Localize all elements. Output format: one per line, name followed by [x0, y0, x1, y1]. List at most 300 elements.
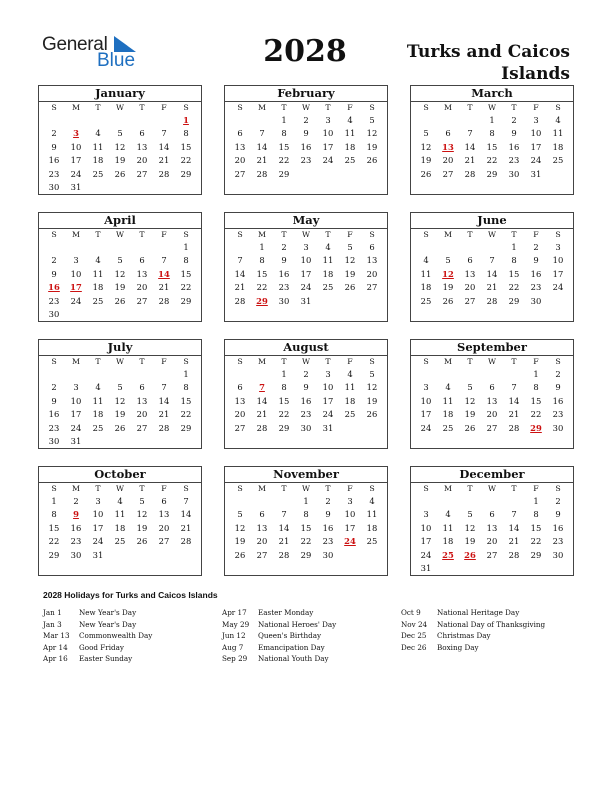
empty-day-cell: [251, 495, 273, 508]
day-cell: 9: [555, 509, 561, 520]
day-cell: 30: [508, 168, 520, 179]
day-cell: 26: [366, 409, 378, 420]
month-day-grid: [39, 483, 201, 562]
empty-day-cell: [459, 114, 481, 127]
weekday-label: S: [237, 103, 243, 112]
day-cell: 14: [486, 268, 498, 279]
weekday-label: S: [369, 230, 375, 239]
holiday-column: [401, 607, 545, 653]
holiday-day-cell: 14: [158, 268, 170, 279]
day-cell: 9: [325, 509, 331, 520]
day-cell: 25: [420, 295, 432, 306]
month-day-grid: [225, 229, 387, 308]
day-cell: 11: [92, 395, 104, 406]
weekday-label: W: [301, 103, 310, 112]
holiday-row: [222, 642, 336, 654]
day-cell: 28: [508, 549, 520, 560]
day-cell: 11: [366, 509, 378, 520]
weekday-label: W: [487, 103, 496, 112]
weekday-label: F: [161, 230, 167, 239]
day-cell: 28: [234, 295, 246, 306]
day-cell: 1: [183, 369, 189, 379]
day-cell: 2: [303, 115, 309, 125]
day-cell: 3: [347, 496, 353, 506]
day-cell: 4: [117, 496, 123, 506]
day-cell: 20: [366, 268, 378, 279]
month-september: [410, 339, 574, 449]
weekday-label: S: [237, 230, 243, 239]
day-cell: 15: [48, 522, 60, 533]
day-cell: 3: [325, 115, 331, 125]
day-cell: 20: [486, 536, 498, 547]
empty-day-cell: [437, 368, 459, 381]
holiday-date: Apr 14: [43, 642, 68, 652]
day-cell: 12: [366, 382, 378, 393]
day-cell: 24: [552, 282, 564, 293]
day-cell: 24: [70, 168, 82, 179]
weekday-label: M: [258, 230, 266, 239]
holiday-name: Good Friday: [79, 642, 124, 652]
weekday-label: T: [139, 230, 145, 239]
weekday-label: F: [347, 230, 353, 239]
holiday-name: National Heroes' Day: [258, 619, 337, 629]
day-cell: 15: [530, 522, 542, 533]
weekday-label: F: [161, 484, 167, 493]
day-cell: 4: [445, 509, 451, 520]
day-cell: 25: [114, 536, 126, 547]
weekday-label: S: [423, 230, 429, 239]
weekday-label: S: [183, 484, 189, 493]
day-cell: 29: [300, 549, 312, 560]
empty-day-cell: [229, 114, 251, 127]
empty-day-cell: [481, 241, 503, 254]
holiday-name: Boxing Day: [437, 642, 479, 652]
day-cell: 23: [322, 536, 334, 547]
day-cell: 14: [256, 395, 268, 406]
day-cell: 30: [48, 308, 60, 319]
day-cell: 13: [486, 522, 498, 533]
day-cell: 1: [281, 369, 287, 379]
day-cell: 17: [552, 268, 564, 279]
holiday-name: New Year's Day: [79, 619, 137, 629]
day-cell: 2: [73, 496, 79, 506]
empty-day-cell: [65, 368, 87, 381]
day-cell: 10: [530, 128, 542, 139]
day-cell: 10: [344, 509, 356, 520]
empty-day-cell: [481, 495, 503, 508]
day-cell: 9: [51, 141, 57, 152]
day-cell: 18: [114, 522, 126, 533]
day-cell: 20: [256, 536, 268, 547]
day-cell: 21: [256, 409, 268, 420]
day-cell: 28: [158, 295, 170, 306]
day-cell: 17: [530, 141, 542, 152]
day-cell: 1: [533, 369, 539, 379]
day-cell: 15: [278, 141, 290, 152]
day-cell: 15: [256, 268, 268, 279]
month-july: [38, 339, 202, 449]
weekday-label: M: [72, 230, 80, 239]
weekday-label: S: [237, 484, 243, 493]
weekday-label: W: [301, 484, 310, 493]
day-cell: 14: [158, 141, 170, 152]
weekday-label: S: [369, 103, 375, 112]
weekday-label: W: [115, 484, 124, 493]
holiday-day-cell: 12: [442, 268, 454, 279]
weekday-label: T: [511, 484, 517, 493]
day-cell: 27: [234, 422, 246, 433]
day-cell: 27: [442, 168, 454, 179]
day-cell: 24: [70, 295, 82, 306]
empty-day-cell: [415, 114, 437, 127]
day-cell: 27: [234, 168, 246, 179]
day-cell: 15: [300, 522, 312, 533]
day-cell: 24: [420, 549, 432, 560]
day-cell: 6: [161, 496, 167, 506]
day-cell: 22: [486, 155, 498, 166]
day-cell: 11: [92, 268, 104, 279]
weekday-label: F: [161, 103, 167, 112]
holiday-row: [222, 607, 336, 619]
day-cell: 26: [136, 536, 148, 547]
empty-day-cell: [43, 368, 65, 381]
day-cell: 30: [530, 295, 542, 306]
day-cell: 9: [51, 268, 57, 279]
holiday-name: Easter Sunday: [79, 654, 133, 664]
day-cell: 11: [442, 395, 454, 406]
day-cell: 1: [511, 242, 517, 252]
day-cell: 21: [158, 282, 170, 293]
day-cell: 4: [347, 369, 353, 379]
day-cell: 16: [552, 522, 564, 533]
empty-day-cell: [153, 114, 175, 127]
month-title: May: [225, 213, 387, 229]
year-title: 2028: [263, 34, 347, 69]
empty-day-cell: [251, 114, 273, 127]
holiday-column: [43, 607, 152, 665]
day-cell: 28: [256, 168, 268, 179]
day-cell: 30: [552, 549, 564, 560]
weekday-label: T: [95, 484, 101, 493]
day-cell: 12: [464, 395, 476, 406]
day-cell: 27: [136, 168, 148, 179]
empty-day-cell: [459, 241, 481, 254]
day-cell: 15: [180, 141, 192, 152]
day-cell: 12: [136, 509, 148, 520]
holiday-date: Jan 3: [43, 619, 62, 629]
day-cell: 28: [158, 422, 170, 433]
day-cell: 22: [180, 409, 192, 420]
weekday-label: M: [444, 230, 452, 239]
day-cell: 13: [234, 141, 246, 152]
holiday-day-cell: 29: [256, 295, 268, 306]
weekday-label: S: [423, 484, 429, 493]
day-cell: 3: [533, 115, 539, 125]
day-cell: 18: [92, 409, 104, 420]
day-cell: 23: [48, 168, 60, 179]
holiday-name: Emancipation Day: [258, 642, 325, 652]
empty-day-cell: [229, 495, 251, 508]
day-cell: 10: [420, 522, 432, 533]
day-cell: 31: [92, 549, 104, 560]
empty-day-cell: [131, 114, 153, 127]
day-cell: 13: [136, 268, 148, 279]
empty-day-cell: [65, 114, 87, 127]
day-cell: 19: [420, 155, 432, 166]
month-june: [410, 212, 574, 322]
day-cell: 13: [366, 255, 378, 266]
day-cell: 25: [552, 155, 564, 166]
day-cell: 15: [508, 268, 520, 279]
day-cell: 25: [92, 295, 104, 306]
weekday-label: T: [511, 357, 517, 366]
holiday-row: [401, 607, 545, 619]
day-cell: 10: [300, 255, 312, 266]
weekday-label: M: [72, 357, 80, 366]
day-cell: 2: [325, 496, 331, 506]
month-august: [224, 339, 388, 449]
day-cell: 3: [73, 382, 79, 393]
day-cell: 19: [114, 409, 126, 420]
day-cell: 2: [303, 369, 309, 379]
weekday-label: F: [347, 484, 353, 493]
holiday-day-cell: 16: [48, 282, 60, 293]
month-title: October: [39, 467, 201, 483]
day-cell: 18: [344, 395, 356, 406]
day-cell: 29: [48, 549, 60, 560]
day-cell: 13: [136, 141, 148, 152]
holiday-name: National Heritage Day: [437, 608, 520, 617]
month-january: [38, 85, 202, 195]
weekday-label: S: [183, 357, 189, 366]
day-cell: 21: [508, 409, 520, 420]
day-cell: 5: [139, 496, 145, 506]
day-cell: 1: [51, 496, 57, 506]
day-cell: 18: [344, 141, 356, 152]
month-title: April: [39, 213, 201, 229]
weekday-label: T: [139, 103, 145, 112]
day-cell: 4: [95, 255, 101, 266]
day-cell: 19: [114, 155, 126, 166]
day-cell: 1: [303, 496, 309, 506]
day-cell: 29: [180, 295, 192, 306]
weekday-label: T: [511, 103, 517, 112]
day-cell: 3: [303, 242, 309, 252]
holiday-day-cell: 13: [442, 141, 454, 152]
day-cell: 9: [511, 128, 517, 139]
day-cell: 22: [508, 282, 520, 293]
holiday-date: Apr 17: [222, 608, 247, 617]
day-cell: 7: [259, 128, 265, 139]
day-cell: 21: [234, 282, 246, 293]
day-cell: 10: [92, 509, 104, 520]
day-cell: 1: [281, 115, 287, 125]
day-cell: 19: [344, 268, 356, 279]
weekday-label: T: [95, 230, 101, 239]
day-cell: 23: [300, 155, 312, 166]
weekday-label: T: [139, 357, 145, 366]
month-day-grid: [411, 356, 573, 435]
weekday-label: T: [511, 230, 517, 239]
empty-day-cell: [87, 114, 109, 127]
empty-day-cell: [503, 495, 525, 508]
day-cell: 18: [92, 155, 104, 166]
day-cell: 24: [530, 155, 542, 166]
day-cell: 29: [530, 549, 542, 560]
day-cell: 10: [70, 268, 82, 279]
day-cell: 4: [95, 382, 101, 393]
day-cell: 3: [555, 242, 561, 252]
empty-day-cell: [503, 368, 525, 381]
day-cell: 31: [420, 562, 432, 573]
day-cell: 7: [281, 509, 287, 520]
day-cell: 27: [136, 295, 148, 306]
day-cell: 8: [183, 255, 189, 266]
weekday-label: S: [51, 103, 57, 112]
day-cell: 2: [555, 369, 561, 379]
day-cell: 25: [92, 422, 104, 433]
day-cell: 4: [325, 242, 331, 252]
logo-text-general: General: [42, 34, 108, 55]
empty-day-cell: [43, 241, 65, 254]
day-cell: 7: [511, 509, 517, 520]
holiday-list-title: 2028 Holidays for Turks and Caicos Islands: [43, 590, 218, 600]
empty-day-cell: [415, 368, 437, 381]
day-cell: 19: [442, 282, 454, 293]
day-cell: 14: [278, 522, 290, 533]
day-cell: 25: [322, 282, 334, 293]
day-cell: 3: [423, 509, 429, 520]
weekday-label: S: [51, 484, 57, 493]
day-cell: 4: [95, 128, 101, 139]
holiday-name: Christmas Day: [437, 631, 491, 641]
weekday-label: S: [51, 357, 57, 366]
day-cell: 3: [325, 369, 331, 379]
holiday-date: Aug 7: [222, 642, 244, 652]
day-cell: 18: [552, 141, 564, 152]
day-cell: 13: [464, 268, 476, 279]
day-cell: 23: [300, 409, 312, 420]
day-cell: 27: [136, 422, 148, 433]
day-cell: 25: [366, 536, 378, 547]
weekday-label: F: [347, 357, 353, 366]
day-cell: 2: [533, 242, 539, 252]
day-cell: 28: [278, 549, 290, 560]
day-cell: 11: [114, 509, 126, 520]
empty-day-cell: [131, 368, 153, 381]
day-cell: 17: [322, 395, 334, 406]
day-cell: 31: [322, 422, 334, 433]
empty-day-cell: [459, 368, 481, 381]
empty-day-cell: [415, 495, 437, 508]
day-cell: 27: [256, 549, 268, 560]
day-cell: 13: [234, 395, 246, 406]
day-cell: 25: [344, 155, 356, 166]
weekday-label: F: [161, 357, 167, 366]
empty-day-cell: [229, 368, 251, 381]
day-cell: 8: [533, 509, 539, 520]
holiday-row: [222, 619, 336, 631]
weekday-label: W: [115, 103, 124, 112]
country-line-2: Islands: [501, 64, 570, 84]
weekday-label: W: [487, 484, 496, 493]
day-cell: 28: [180, 536, 192, 547]
day-cell: 9: [533, 255, 539, 266]
day-cell: 31: [530, 168, 542, 179]
day-cell: 8: [281, 382, 287, 393]
day-cell: 9: [555, 382, 561, 393]
day-cell: 19: [366, 141, 378, 152]
empty-day-cell: [481, 368, 503, 381]
weekday-label: W: [115, 230, 124, 239]
day-cell: 13: [158, 509, 170, 520]
day-cell: 5: [445, 255, 451, 266]
day-cell: 20: [136, 409, 148, 420]
day-cell: 27: [366, 282, 378, 293]
day-cell: 30: [48, 435, 60, 446]
day-cell: 17: [420, 409, 432, 420]
month-march: [410, 85, 574, 195]
empty-day-cell: [131, 241, 153, 254]
holiday-row: [222, 653, 336, 665]
day-cell: 19: [464, 536, 476, 547]
weekday-label: S: [51, 230, 57, 239]
holiday-row: [222, 630, 336, 642]
day-cell: 22: [530, 409, 542, 420]
day-cell: 16: [278, 268, 290, 279]
day-cell: 5: [347, 242, 353, 252]
day-cell: 22: [300, 536, 312, 547]
day-cell: 27: [158, 536, 170, 547]
weekday-label: W: [487, 230, 496, 239]
day-cell: 21: [486, 282, 498, 293]
day-cell: 22: [278, 155, 290, 166]
month-november: [224, 466, 388, 576]
day-cell: 8: [533, 382, 539, 393]
day-cell: 25: [92, 168, 104, 179]
day-cell: 6: [139, 128, 145, 139]
day-cell: 16: [552, 395, 564, 406]
day-cell: 6: [489, 382, 495, 393]
day-cell: 20: [486, 409, 498, 420]
day-cell: 16: [70, 522, 82, 533]
day-cell: 7: [467, 128, 473, 139]
day-cell: 6: [489, 509, 495, 520]
day-cell: 23: [530, 282, 542, 293]
weekday-label: M: [258, 484, 266, 493]
day-cell: 27: [486, 422, 498, 433]
day-cell: 6: [237, 382, 243, 393]
day-cell: 6: [445, 128, 451, 139]
day-cell: 16: [300, 395, 312, 406]
generalblue-logo: [42, 34, 152, 74]
weekday-label: F: [533, 230, 539, 239]
day-cell: 3: [95, 496, 101, 506]
day-cell: 18: [92, 282, 104, 293]
month-december: [410, 466, 574, 576]
day-cell: 13: [486, 395, 498, 406]
day-cell: 16: [48, 155, 60, 166]
day-cell: 12: [114, 395, 126, 406]
day-cell: 11: [92, 141, 104, 152]
day-cell: 4: [423, 255, 429, 266]
day-cell: 5: [117, 255, 123, 266]
day-cell: 8: [259, 255, 265, 266]
day-cell: 23: [70, 536, 82, 547]
day-cell: 8: [489, 128, 495, 139]
holiday-day-cell: 29: [530, 422, 542, 433]
weekday-label: S: [423, 103, 429, 112]
